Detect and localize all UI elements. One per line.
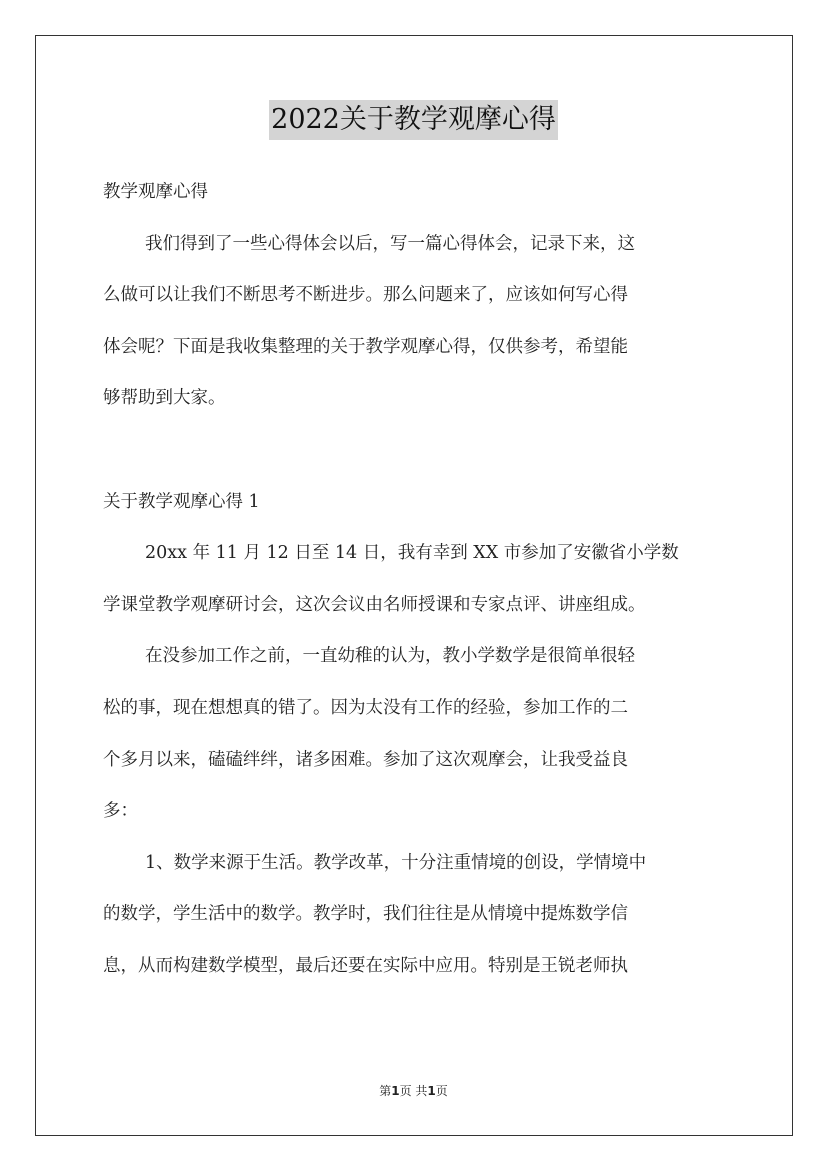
- paragraph-line: 学课堂教学观摩研讨会，这次会议由名师授课和专家点评、讲座组成。: [103, 594, 646, 615]
- paragraph-line: 的数学，学生活中的数学。教学时，我们往往是从情境中提炼数学信: [103, 904, 628, 925]
- part-heading: 关于教学观摩心得 1: [103, 491, 260, 512]
- footer-page-suffix: 页: [435, 1084, 448, 1098]
- section-heading: 教学观摩心得: [103, 182, 208, 202]
- paragraph-gap: [103, 425, 743, 477]
- paragraph-line: 在没参加工作之前，一直幼稚的认为，教小学数学是很简单很轻: [145, 646, 635, 667]
- intro-line: 体会呢？下面是我收集整理的关于教学观摩心得，仅供参考，希望能: [103, 336, 628, 357]
- page-footer: [0, 1082, 827, 1099]
- footer-page-prefix: 第: [379, 1084, 392, 1098]
- document-body: [103, 167, 743, 993]
- paragraph-line: 松的事，现在想想真的错了。因为太没有工作的经验，参加工作的二: [103, 697, 628, 718]
- intro-line: 够帮助到大家。: [103, 388, 226, 409]
- paragraph-line: 20xx 年 11 月 12 日至 14 日，我有幸到 XX 市参加了安徽省小学数: [145, 543, 679, 564]
- document-title: 2022关于教学观摩心得: [269, 100, 558, 140]
- paragraph-line: 多：: [103, 801, 138, 822]
- paragraph-line: 个多月以来，磕磕绊绊，诸多困难。参加了这次观摩会，让我受益良: [103, 749, 628, 770]
- intro-line: 么做可以让我们不断思考不断进步。那么问题来了，应该如何写心得: [103, 285, 628, 306]
- paragraph-line: 1、数学来源于生活。教学改革，十分注重情境的创设，学情境中: [145, 852, 647, 873]
- footer-page-current: 1: [391, 1084, 400, 1098]
- title-container: [0, 100, 827, 140]
- footer-page-total: 1: [427, 1084, 436, 1098]
- footer-page-mid: 页 共: [399, 1084, 428, 1098]
- intro-line: 我们得到了一些心得体会以后，写一篇心得体会，记录下来，这: [145, 233, 635, 254]
- paragraph-line: 息，从而构建数学模型，最后还要在实际中应用。特别是王锐老师执: [103, 955, 628, 976]
